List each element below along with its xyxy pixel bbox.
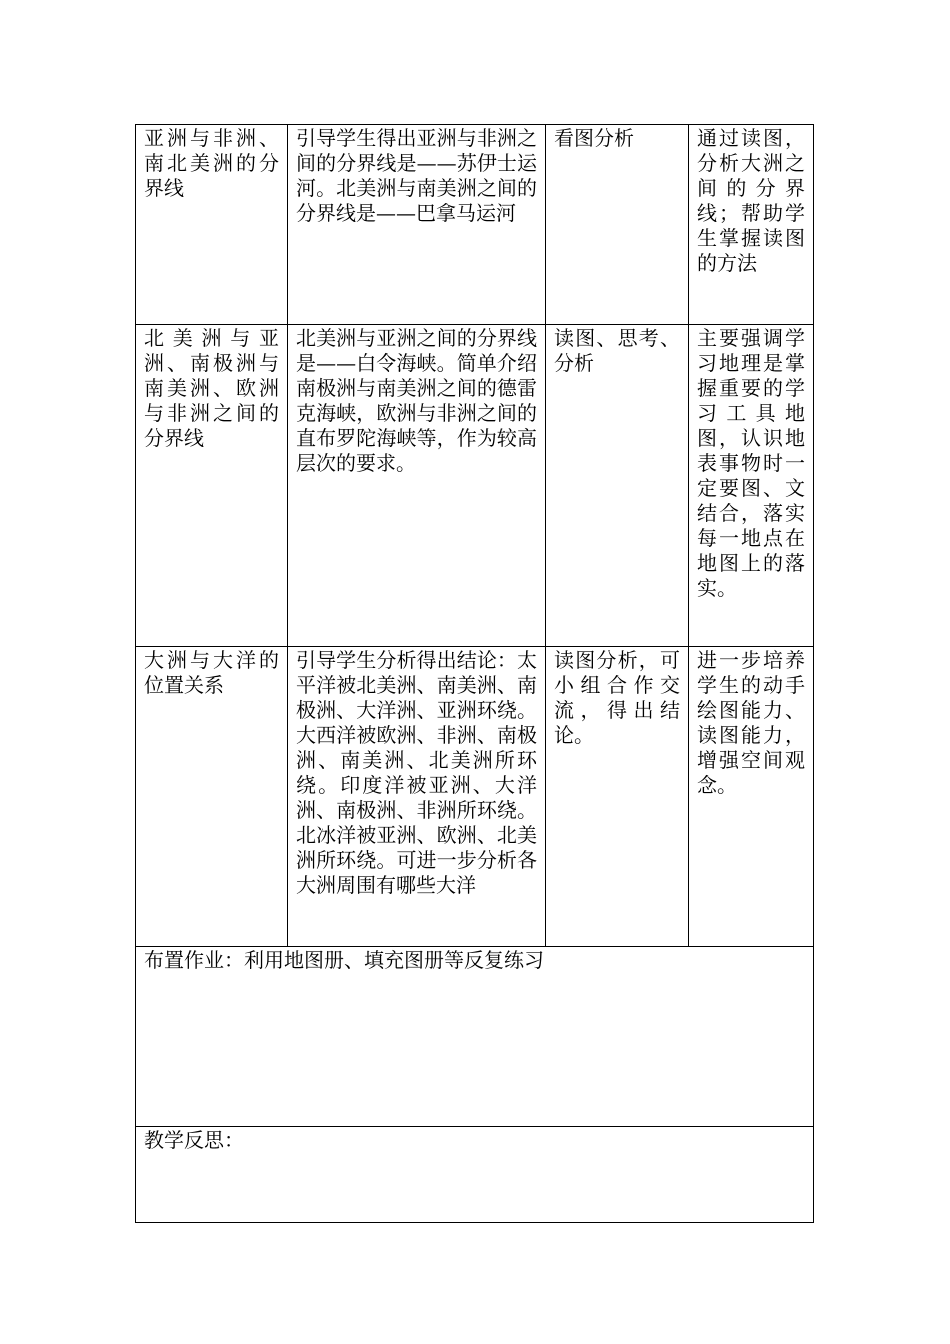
design-intent-text: 进一步培养学生的动手绘图能力、读图能力，增强空间观念。 (697, 648, 805, 797)
table-row (136, 325, 814, 647)
teacher-activity-cell (288, 125, 546, 325)
teacher-activity-text: 引导学生分析得出结论：太平洋被北美洲、南美洲、南极洲、大洋洲、亚洲环绕。大西洋被欧洲、非洲、南极洲、南美洲、北美洲所环绕。印度洋被亚洲、大洋洲、南极洲、非洲所环绕。北冰洋被亚洲、欧洲、北美洲所环绕。可进一步分析各大洲周围有哪些大洋 (296, 648, 537, 897)
design-intent-text: 主要强调学习地理是掌握重要的学习工具地图，认识地表事物时一定要图、文结合，落实每一地点在地图上的落实。 (697, 326, 805, 600)
student-activity-cell (546, 647, 689, 947)
teacher-activity-cell (288, 647, 546, 947)
topic-text: 北美洲与亚洲、南极洲与南美洲、欧洲与非洲之间的分界线 (144, 326, 279, 450)
reflection-cell (136, 1127, 814, 1223)
topic-cell (136, 125, 288, 325)
teacher-activity-text: 引导学生得出亚洲与非洲之间的分界线是——苏伊士运河。北美洲与南美洲之间的分界线是——巴拿马运河 (296, 126, 537, 225)
student-activity-text: 读图、思考、分析 (554, 326, 680, 375)
topic-cell (136, 325, 288, 647)
table-row (136, 125, 814, 325)
table-row (136, 647, 814, 947)
design-intent-cell (689, 125, 814, 325)
homework-text: 布置作业：利用地图册、填充图册等反复练习 (144, 948, 544, 972)
reflection-text: 教学反思： (144, 1128, 244, 1152)
homework-row (136, 947, 814, 1127)
teacher-activity-cell (288, 325, 546, 647)
topic-text: 亚洲与非洲、南北美洲的分界线 (144, 126, 279, 200)
student-activity-text: 看图分析 (554, 126, 634, 150)
student-activity-cell (546, 125, 689, 325)
topic-text: 大洲与大洋的位置关系 (144, 648, 279, 697)
design-intent-cell (689, 325, 814, 647)
design-intent-cell (689, 647, 814, 947)
student-activity-text: 读图分析，可小组合作交流，得出结论。 (554, 648, 680, 747)
topic-cell (136, 647, 288, 947)
homework-cell (136, 947, 814, 1127)
student-activity-cell (546, 325, 689, 647)
teacher-activity-text: 北美洲与亚洲之间的分界线是——白令海峡。简单介绍南极洲与南美洲之间的德雷克海峡，欧洲与非洲之间的直布罗陀海峡等，作为较高层次的要求。 (296, 326, 537, 475)
reflection-row (136, 1127, 814, 1223)
lesson-plan-table (135, 124, 814, 1223)
design-intent-text: 通过读图，分析大洲之间的分界线；帮助学生掌握读图的方法 (697, 126, 805, 275)
